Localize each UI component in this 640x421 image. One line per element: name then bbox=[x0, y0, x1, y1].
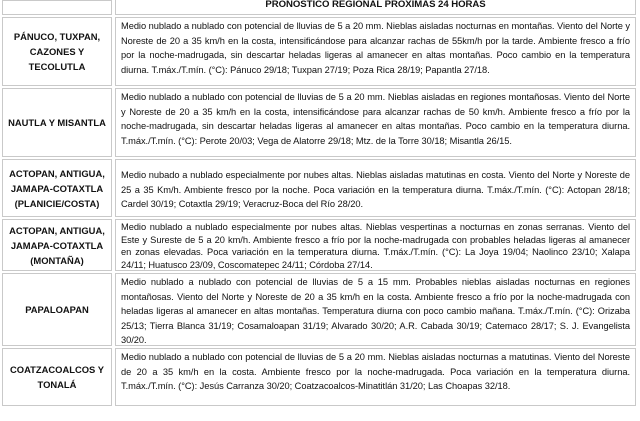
region-name: ACTOPAN, ANTIGUA, JAMAPA-COTAXTLA (PLANICIE/COSTA) bbox=[2, 159, 112, 217]
region-name: PÁNUCO, TUXPAN, CAZONES Y TECOLUTLA bbox=[2, 17, 112, 86]
regional-forecast-table bbox=[2, 0, 636, 408]
table-header-row bbox=[2, 0, 636, 15]
region-forecast: Medio nublado a nublado especialmente por nubes altas. Nieblas vespertinas a nocturnas en zonas serranas. Viento del Este y Sureste de 5 a 20 km/h. Ambiente fresco a frío por la noche-madrugada con probables heladas ligeras al amanecer en zonas elevadas. Poca variación en la temperatura diurna. T.máx./T.mín. (°C): La Joya 19/04; Naolinco 23/10; Xalapa 24/11; Huatusco 23/09, Coscomatepec 24/11; Córdoba 27/14. bbox=[115, 219, 636, 271]
table-row bbox=[2, 219, 636, 271]
table-row bbox=[2, 17, 636, 86]
table-row bbox=[2, 88, 636, 157]
table-row bbox=[2, 348, 636, 406]
header-empty-cell bbox=[2, 0, 112, 15]
region-name: COATZACOALCOS Y TONALÁ bbox=[2, 348, 112, 406]
region-forecast: Medio nublado a nublado con potencial de lluvias de 5 a 15 mm. Probables nieblas aisladas nocturnas en regiones montañosas. Viento del Norte y Noreste de 20 a 35 km/h en la costa. Ambiente fresco a frío por la noche-madrugada con heladas ligeras al amanecer en altas montañas. Temperatura diurna con poco cambio mañana. T.máx./T.mín. (°C): Orizaba 25/13; Tierra Blanca 31/19; Cosamaloapan 31/19; Alvarado 30/20; A.R. Cabada 30/19; Catemaco 28/17; S. J. Evangelista 30/20. bbox=[115, 273, 636, 346]
table-title: PRONÓSTICO REGIONAL PRÓXIMAS 24 HORAS bbox=[115, 0, 636, 15]
region-name: NAUTLA Y MISANTLA bbox=[2, 88, 112, 157]
region-name: ACTOPAN, ANTIGUA, JAMAPA-COTAXTLA (MONTAÑA) bbox=[2, 219, 112, 271]
table-row bbox=[2, 273, 636, 346]
table-row bbox=[2, 159, 636, 217]
region-forecast: Medio nubado a nublado especialmente por nubes altas. Nieblas aisladas matutinas en costa. Viento del Norte y Noreste de 25 a 35 Km/h. Ambiente fresco por la noche. Poca variación en la temperatura diurna. T.máx./T.mín. (°C): Actopan 28/18; Cardel 30/19; Cotaxtla 29/19; Veracruz-Boca del Río 28/20. bbox=[115, 159, 636, 217]
region-forecast: Medio nublado a nublado con potencial de lluvias de 5 a 20 mm. Nieblas aisladas en regiones montañosas. Viento del Norte y Noreste de 20 a 35 km/h en la costa, intensificándose para alcanzar rachas de 50 km/h. Ambiente fresco a frío por la noche-madrugada, sin descartar heladas ligeras al amanecer en altas montañas. Poco cambio en la temperatura diurna. T.máx./T.mín. (°C): Perote 20/03; Vega de Alatorre 29/18; Mtz. de la Torre 30/18; Misantla 26/15. bbox=[115, 88, 636, 157]
region-name: PAPALOAPAN bbox=[2, 273, 112, 346]
region-forecast: Medio nublado a nublado con potencial de lluvias de 5 a 20 mm. Nieblas aisladas nocturnas en montañas. Viento del Norte y Noreste de 20 a 35 km/h en la costa, intensificándose para alcanzar rachas de 55km/h por la tarde. Ambiente fresco a frío por la noche-madrugada, sin descartar heladas ligeras al amanecer en altas montañas. Poco cambio en la temperatura diurna. T.máx./T.mín. (°C): Pánuco 29/18; Tuxpan 27/19; Poza Rica 28/19; Papantla 27/18. bbox=[115, 17, 636, 86]
region-forecast: Medio nublado a nublado con potencial de lluvias de 5 a 20 mm. Nieblas aisladas nocturnas a matutinas. Viento del Noreste de 20 a 35 km/h en la costa. Ambiente fresco por la noche-madrugada. Poca variación en la temperatura diurna. T.máx./T.mín. (°C): Jesús Carranza 30/20; Coatzacoalcos-Minatitlán 31/20; Las Choapas 32/18. bbox=[115, 348, 636, 406]
